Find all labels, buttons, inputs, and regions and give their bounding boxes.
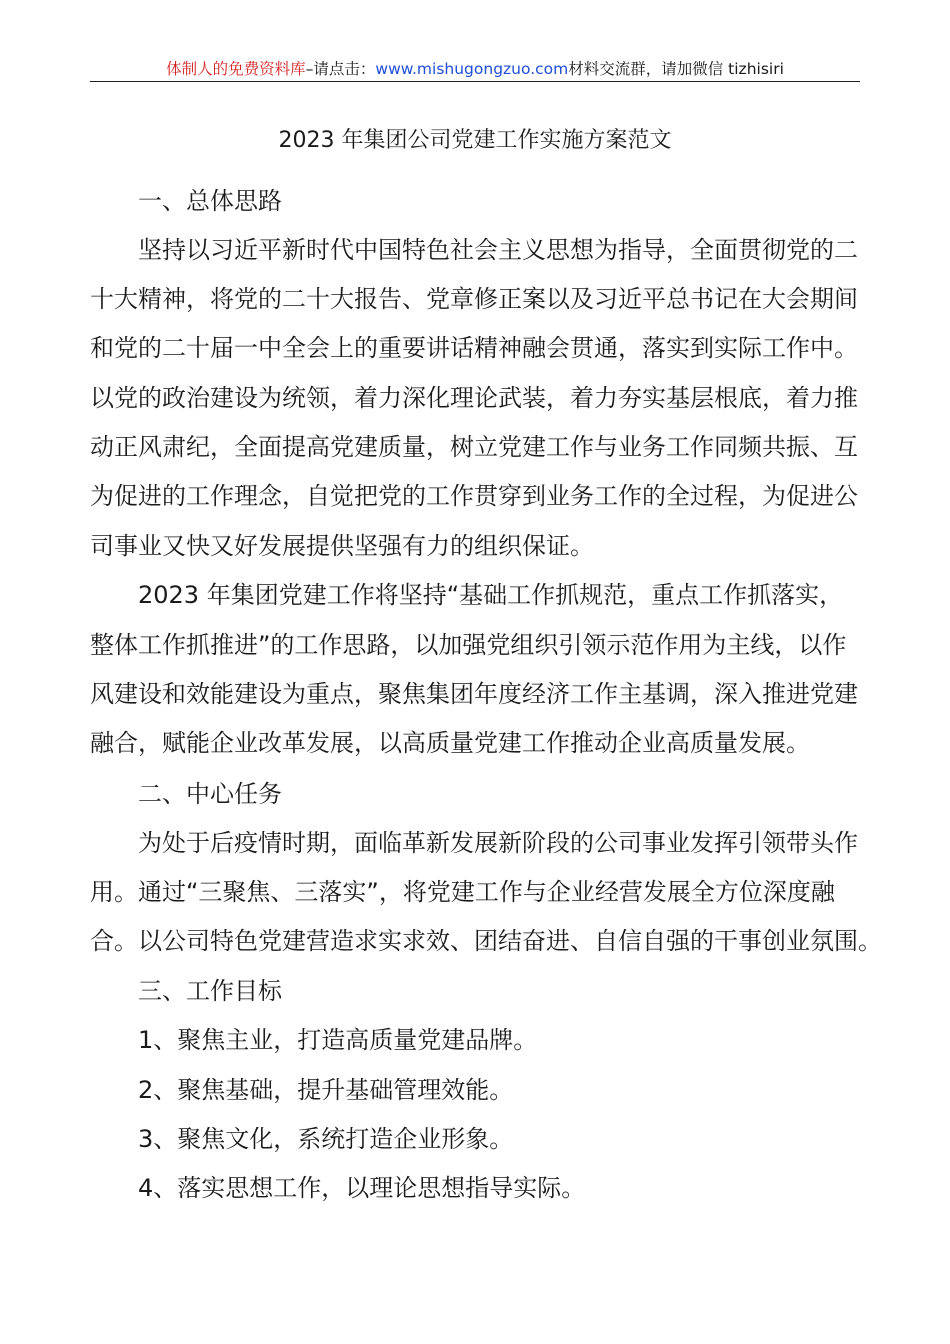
header-contact-text: 材料交流群，请加微信 tizhisiri bbox=[568, 60, 784, 78]
paragraph-line: 整体工作抓推进”的工作思路，以加强党组织引领示范作用为主线，以作 bbox=[90, 631, 847, 659]
goal-item: 1、聚焦主业，打造高质量党建品牌。 bbox=[138, 1026, 538, 1054]
goal-item: 4、落实思想工作，以理论思想指导实际。 bbox=[138, 1174, 586, 1202]
section-heading-2: 二、中心任务 bbox=[138, 780, 282, 808]
paragraph-line: 用。通过“三聚焦、三落实”，将党建工作与企业经营发展全方位深度融 bbox=[90, 878, 835, 906]
paragraph-line: 和党的二十届一中全会上的重要讲话精神融会贯通，落实到实际工作中。 bbox=[90, 334, 858, 362]
page-header bbox=[90, 58, 860, 80]
paragraph-line: 为促进的工作理念，自觉把党的工作贯穿到业务工作的全过程，为促进公 bbox=[90, 482, 858, 510]
paragraph-line: 十大精神，将党的二十大报告、党章修正案以及习近平总书记在大会期间 bbox=[90, 285, 858, 313]
header-url-link[interactable]: www.mishugongzuo.com bbox=[375, 60, 569, 78]
paragraph-line: 为处于后疫情时期，面临革新发展新阶段的公司事业发挥引领带头作 bbox=[138, 829, 858, 857]
header-divider bbox=[90, 81, 860, 82]
section-heading-1: 一、总体思路 bbox=[138, 187, 282, 215]
paragraph-line: 风建设和效能建设为重点，聚焦集团年度经济工作主基调，深入推进党建 bbox=[90, 680, 858, 708]
header-brand: 体制人的免费资料库 bbox=[166, 60, 306, 78]
paragraph-line: 融合，赋能企业改革发展，以高质量党建工作推动企业高质量发展。 bbox=[90, 729, 810, 757]
section-heading-3: 三、工作目标 bbox=[138, 977, 282, 1005]
paragraph-line: 合。以公司特色党建营造求实求效、团结奋进、自信自强的干事创业氛围。 bbox=[90, 927, 882, 955]
goal-item: 3、聚焦文化，系统打造企业形象。 bbox=[138, 1125, 514, 1153]
goal-item: 2、聚焦基础，提升基础管理效能。 bbox=[138, 1076, 514, 1104]
paragraph-line: 司事业又快又好发展提供坚强有力的组织保证。 bbox=[90, 532, 594, 560]
paragraph-line: 以党的政治建设为统领，着力深化理论武装，着力夯实基层根底，着力推 bbox=[90, 384, 858, 412]
paragraph-line: 坚持以习近平新时代中国特色社会主义思想为指导，全面贯彻党的二 bbox=[138, 236, 858, 264]
paragraph-line: 2023 年集团党建工作将坚持“基础工作抓规范，重点工作抓落实， bbox=[138, 581, 844, 609]
document-title: 2023 年集团公司党建工作实施方案范文 bbox=[278, 128, 672, 153]
header-separator: –请点击： bbox=[305, 60, 376, 78]
paragraph-line: 动正风肃纪，全面提高党建质量，树立党建工作与业务工作同频共振、互 bbox=[90, 433, 858, 461]
